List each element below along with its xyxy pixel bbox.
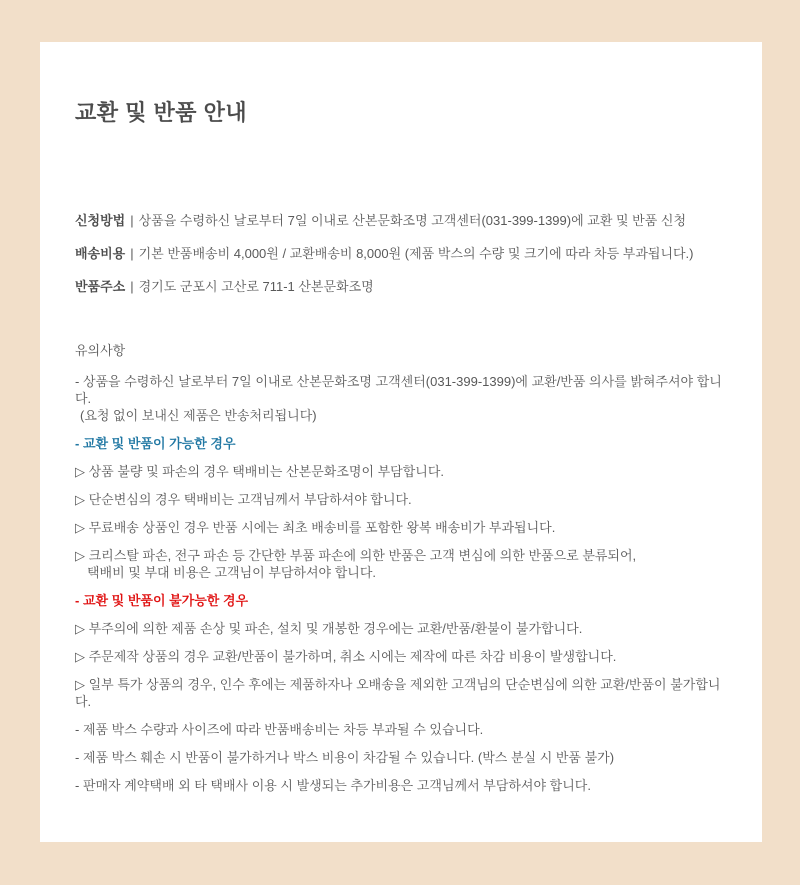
info-line-return-address: [75, 278, 732, 295]
possible-case-item: ▷ 무료배송 상품인 경우 반품 시에는 최초 배송비를 포함한 왕복 배송비가 부과됩니다.: [75, 520, 556, 535]
possible-cases-heading: - 교환 및 반품이 가능한 경우: [75, 436, 236, 451]
notice-intro: [75, 373, 732, 424]
info-label: 반품주소: [75, 279, 126, 294]
notice-section: [75, 342, 732, 794]
possible-case-item: ▷ 상품 불량 및 파손의 경우 택배비는 산본문화조명이 부담합니다.: [75, 464, 445, 479]
general-note-item: - 제품 박스 수량과 사이즈에 따라 반품배송비는 차등 부과될 수 있습니다.: [75, 722, 484, 737]
possible-case-item-line2: 택배비 및 부대 비용은 고객님이 부담하셔야 합니다.: [87, 565, 377, 580]
notice-intro-line2: (요청 없이 보내신 제품은 반송처리됩니다): [80, 408, 317, 423]
policy-card: [40, 42, 762, 842]
general-note-item: - 제품 박스 훼손 시 반품이 불가하거나 박스 비용이 차감될 수 있습니다. (박스 분실 시 반품 불가): [75, 750, 615, 765]
possible-case-item-line1: ▷ 크리스탈 파손, 전구 파손 등 간단한 부품 파손에 의한 반품은 고객 변심에 의한 반품으로 분류되어,: [75, 548, 637, 563]
general-note-item: - 판매자 계약택배 외 타 택배사 이용 시 발생되는 추가비용은 고객님께서 부담하셔야 합니다.: [75, 778, 591, 793]
info-section: [75, 212, 732, 295]
impossible-case-item: ▷ 일부 특가 상품의 경우, 인수 후에는 제품하자나 오배송을 제외한 고객님의 단순변심에 의한 교환/반품이 불가합니다.: [75, 677, 721, 709]
possible-case-item: ▷ 단순변심의 경우 택배비는 고객님께서 부담하셔야 합니다.: [75, 492, 412, 507]
impossible-case-item: ▷ 주문제작 상품의 경우 교환/반품이 불가하며, 취소 시에는 제작에 따른 차감 비용이 발생합니다.: [75, 649, 617, 664]
impossible-case-item: ▷ 부주의에 의한 제품 손상 및 파손, 설치 및 개봉한 경우에는 교환/반품/환불이 불가합니다.: [75, 621, 583, 636]
info-separator: |: [130, 279, 134, 294]
possible-case-item: [75, 547, 732, 581]
notice-intro-line1: - 상품을 수령하신 날로부터 7일 이내로 산본문화조명 고객센터(031-399-1399)에 교환/반품 의사를 밝혀주셔야 합니다.: [75, 374, 722, 406]
impossible-cases-heading: - 교환 및 반품이 불가능한 경우: [75, 593, 249, 608]
page-title: 교환 및 반품 안내: [75, 100, 248, 125]
info-label: 신청방법: [75, 213, 126, 228]
info-line-apply-method: [75, 212, 732, 229]
info-label: 배송비용: [75, 246, 126, 261]
info-text: 경기도 군포시 고산로 711-1 산본문화조명: [138, 279, 374, 294]
info-line-shipping-cost: [75, 245, 732, 262]
info-text: 기본 반품배송비 4,000원 / 교환배송비 8,000원 (제품 박스의 수량 및 크기에 따라 차등 부과됩니다.): [138, 246, 694, 261]
info-text: 상품을 수령하신 날로부터 7일 이내로 산본문화조명 고객센터(031-399-1399)에 교환 및 반품 신청: [138, 213, 687, 228]
info-separator: |: [130, 213, 134, 228]
notice-title: 유의사항: [75, 343, 126, 358]
info-separator: |: [130, 246, 134, 261]
